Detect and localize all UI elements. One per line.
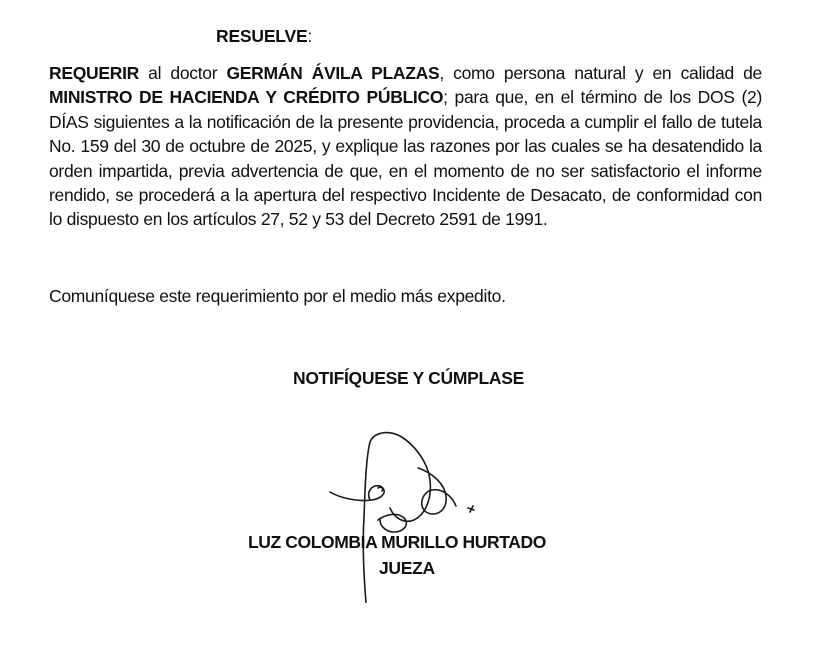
resolution-text-3: ; para que, en el término de los DOS (2) DÍAS siguientes a la notificación de la presente providencia, proceda a cumplir el fallo de tutela No. 159 del 30 de octubre de 2025, y explique las razones por las cuales se ha desatendido la orden impartida, previa advertencia de que, en el momento de no ser satisfactorio el informe rendido, se procederá a la apertura del respectivo Incidente de Desacato, de conformidad con lo dispuesto en los artículos 27, 52 y 53 del Decreto 2591 de 1991. (49, 87, 762, 230)
resolution-office: MINISTRO DE HACIENDA Y CRÉDITO PÚBLICO (49, 87, 444, 108)
resolution-person: GERMÁN ÁVILA PLAZAS (226, 63, 440, 83)
signer-name: LUZ COLOMBIA MURILLO HURTADO (248, 532, 546, 552)
heading-label: RESUELVE (216, 25, 308, 46)
notify-text: NOTIFÍQUESE Y CÚMPLASE (293, 368, 524, 388)
heading-suffix: : (307, 25, 313, 46)
closing-sentence: Comuníquese este requerimiento por el medio más expedito. (49, 286, 506, 306)
resolution-text-1: al doctor (138, 63, 227, 83)
resolution-verb: REQUERIR (49, 63, 139, 83)
notify-heading (0, 368, 817, 389)
resolution-paragraph (49, 61, 762, 232)
resolution-text-2: , como persona natural y en calidad de (439, 63, 762, 83)
signer-title: JUEZA (379, 558, 435, 578)
resolution-heading (216, 26, 312, 47)
